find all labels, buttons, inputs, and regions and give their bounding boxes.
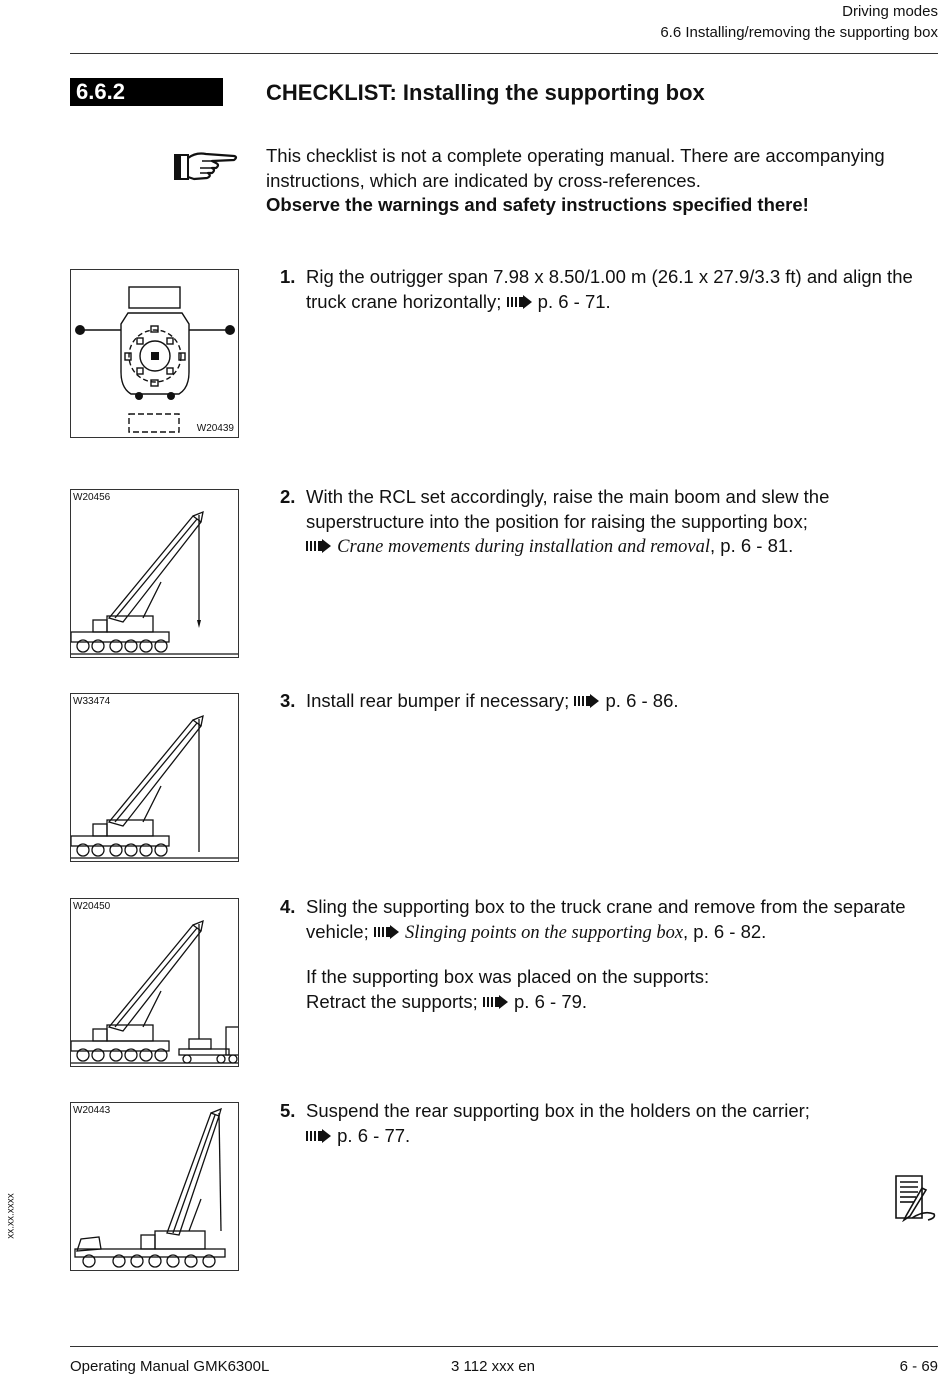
section-title: CHECKLIST: Installing the supporting box — [266, 80, 705, 105]
page-reference-link[interactable]: p. 6 - 79. — [514, 990, 588, 1012]
figure-step-1 — [70, 269, 239, 438]
page-reference-link[interactable]: , p. 6 - 82. — [683, 920, 767, 942]
intro-line: This checklist is not a complete operating manual. There are accompanying instructions, which are indicated by cross-references. — [266, 145, 885, 191]
step-5 — [280, 1099, 944, 1148]
figure-label: W20456 — [73, 492, 111, 503]
step-text: Sling the supporting box to the truck crane and remove from the separate vehicle; — [306, 896, 906, 942]
step-text: Install rear bumper if necessary; — [306, 690, 570, 711]
cross-reference-arrow-icon — [574, 694, 600, 708]
step-4 — [280, 895, 944, 1014]
figure-step-2 — [70, 489, 239, 658]
checklist-document-icon — [892, 1174, 938, 1222]
intro-warning: Observe the warnings and safety instructions specified there! — [266, 194, 809, 215]
footer-rule — [70, 1346, 938, 1347]
step-1 — [280, 265, 944, 314]
footer-document-number: 3 112 xxx en — [451, 1358, 535, 1375]
footer-manual-title: Operating Manual GMK6300L — [70, 1358, 270, 1375]
cross-reference-title[interactable]: Slinging points on the supporting box — [405, 922, 684, 943]
cross-reference-arrow-icon — [306, 539, 332, 553]
side-code — [4, 1188, 18, 1244]
step-number: 2. — [280, 486, 296, 507]
step-text: Suspend the rear supporting box in the holders on the carrier; — [306, 1100, 810, 1121]
cross-reference-arrow-icon — [483, 995, 509, 1009]
step-note: Retract the supports; — [306, 990, 478, 1012]
cross-reference-arrow-icon — [306, 1129, 332, 1143]
step-3 — [280, 689, 944, 714]
figure-step-5 — [70, 1102, 239, 1271]
figure-label: W20439 — [196, 423, 234, 434]
figure-step-3 — [70, 693, 239, 862]
step-number: 1. — [280, 266, 296, 287]
figure-label: W33474 — [73, 696, 111, 707]
cross-reference-arrow-icon — [374, 925, 400, 939]
side-code-text: xx.xx.xxxx — [5, 1193, 17, 1239]
figure-step-4 — [70, 898, 239, 1067]
step-number: 3. — [280, 690, 296, 711]
step-text: Rig the outrigger span 7.98 x 8.50/1.00 m (26.1 x 27.9/3.3 ft) and align the truck crane horizontally; — [306, 266, 913, 312]
cross-reference-title[interactable]: Crane movements during installation and removal — [337, 537, 711, 557]
page-reference-link[interactable]: p. 6 - 71. — [537, 290, 611, 312]
section-number: 6.6.2 — [70, 78, 223, 106]
page-reference-link[interactable]: , p. 6 - 81. — [710, 535, 794, 556]
page-reference-link[interactable]: p. 6 - 86. — [605, 690, 679, 711]
step-2 — [280, 485, 944, 560]
header-section: 6.6 Installing/removing the supporting box — [660, 24, 938, 41]
figure-label: W20450 — [73, 901, 111, 912]
step-text: With the RCL set accordingly, raise the main boom and slew the superstructure into the position for raising the supporting box; — [306, 486, 830, 532]
step-number: 4. — [280, 896, 296, 917]
pointing-hand-icon — [172, 148, 240, 186]
figure-label: W20443 — [73, 1105, 111, 1116]
header-rule — [70, 53, 938, 54]
page-reference-link[interactable]: p. 6 - 77. — [337, 1124, 411, 1146]
footer-page-number: 6 - 69 — [899, 1358, 938, 1375]
step-number: 5. — [280, 1100, 296, 1121]
header-chapter: Driving modes — [842, 3, 938, 20]
step-note: If the supporting box was placed on the supports: — [306, 966, 710, 987]
intro-text — [266, 144, 946, 218]
cross-reference-arrow-icon — [507, 295, 533, 309]
